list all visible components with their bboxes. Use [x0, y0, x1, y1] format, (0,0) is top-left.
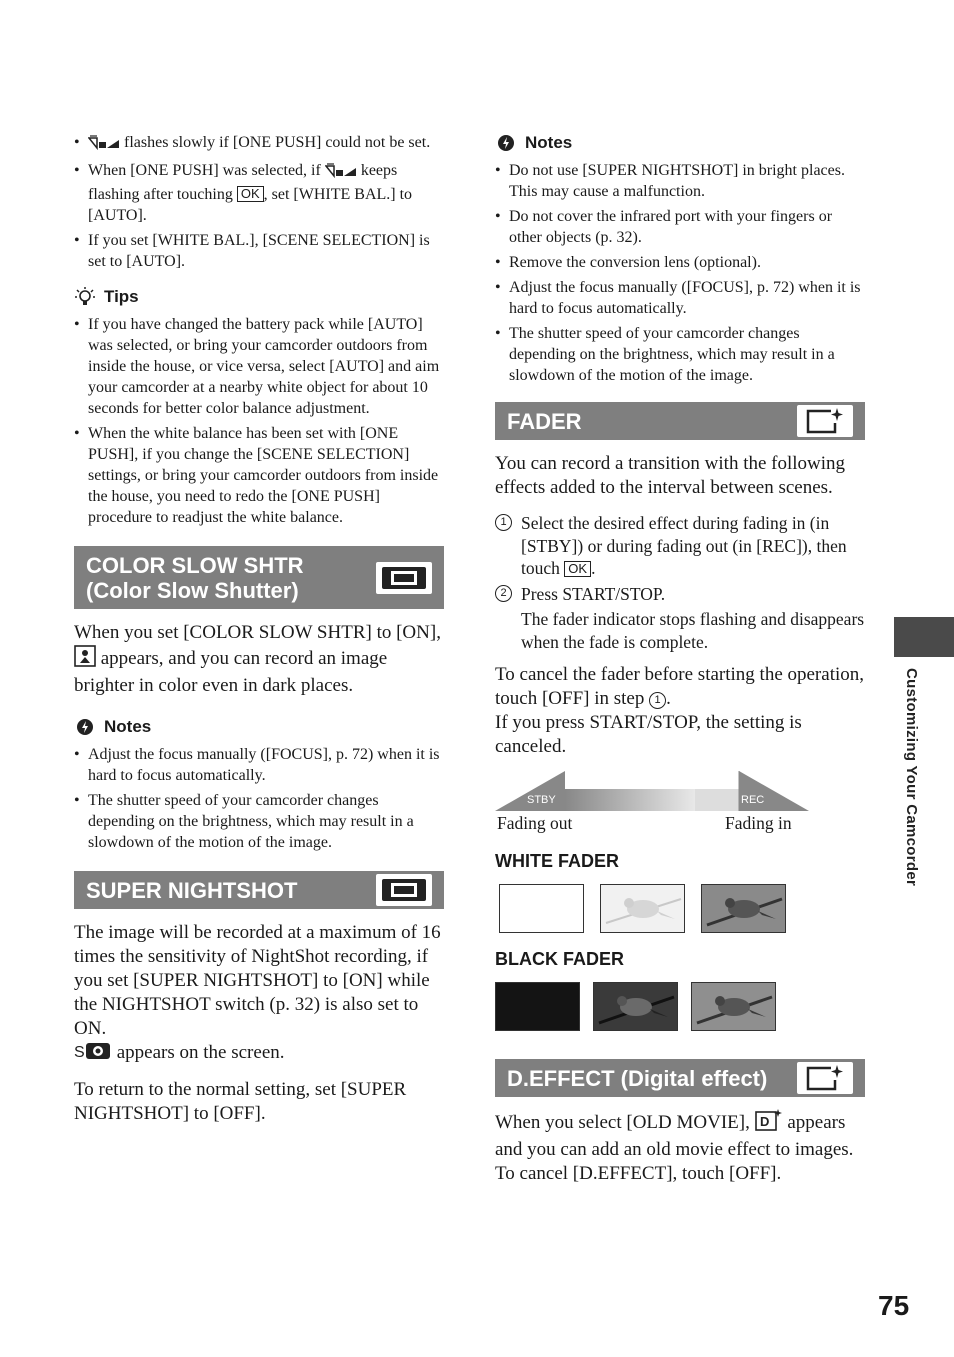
fader-cancel-2: If you press START/STOP, the setting is canceled. — [495, 712, 802, 757]
color-slow-body: When you set [COLOR SLOW SHTR] to [ON], appears, and you can record an image brighter in color even in dark places. — [74, 622, 441, 696]
fade-frame-bird — [701, 884, 786, 933]
list-item: • flashes slowly if [ONE PUSH] could not be set. — [74, 132, 444, 156]
chapter-tab — [894, 617, 954, 657]
lightbulb-icon — [74, 286, 96, 308]
sparkle-frame-icon — [797, 1062, 853, 1094]
notes-list — [495, 160, 865, 386]
list-item: • The shutter speed of your camcorder changes depending on the brightness, which may result in a slowdown of the motion of the image. — [495, 323, 865, 386]
section-header-super-nightshot: SUPER NIGHTSHOT — [74, 871, 444, 909]
fader-diagram — [495, 771, 809, 811]
list-item: • If you have changed the battery pack while [AUTO] was selected, or bring your camcorder outdoors from inside the house, or vice versa, select [AUTO] and aim your camcorder at a nearby white object for about 10 seconds for better color balance adjustment. — [74, 314, 444, 419]
notes-list — [74, 744, 444, 853]
fade-frame-white — [499, 884, 584, 933]
stby-label: STBY — [527, 794, 556, 806]
black-fader-heading: BLACK FADER — [495, 949, 624, 969]
list-item: • When [ONE PUSH] was selected, if keeps flashing after touching OK , set [WHITE BAL.] to [AUTO]. — [74, 160, 444, 226]
super-nightshot-body: The image will be recorded at a maximum of 16 times the sensitivity of NightShot recording, if you set [SUPER NIGHTSHOT] to [ON] while the NIGHTSHOT switch (p. 32) is also set to ON. — [74, 922, 441, 1039]
deffect-cancel: To cancel [D.EFFECT], touch [OFF]. — [495, 1163, 782, 1184]
color-slow-shutter-icon — [74, 645, 96, 674]
wb-bullets — [74, 132, 444, 272]
super-nightshot-icon-line: S appears on the screen. — [74, 1041, 444, 1068]
fading-out-label: Fading out — [497, 813, 573, 833]
section-header-color-slow: COLOR SLOW SHTR (Color Slow Shutter) — [74, 546, 444, 609]
step-2-note: The fader indicator stops flashing and disappears when the fade is complete. — [521, 609, 865, 652]
camera-mode-icon — [376, 562, 432, 594]
fading-in-label: Fading in — [725, 813, 792, 833]
step-number: 2 — [495, 585, 512, 602]
black-fader-thumbs — [495, 982, 865, 1031]
notes-icon — [74, 716, 96, 738]
list-item: • Adjust the focus manually ([FOCUS], p. 72) when it is hard to focus automatically. — [495, 277, 865, 319]
svg-text:D: D — [759, 1114, 769, 1129]
list-item: • The shutter speed of your camcorder changes depending on the brightness, which may result in a slowdown of the motion of the image. — [74, 790, 444, 853]
notes-icon — [495, 132, 517, 154]
tips-list — [74, 314, 444, 528]
right-column — [495, 132, 865, 1186]
fader-labels — [495, 811, 809, 837]
ok-button-glyph: OK — [237, 186, 264, 202]
super-nightshot-return: To return to the normal setting, set [SUPER NIGHTSHOT] to [OFF]. — [74, 1079, 407, 1124]
page-number: 75 — [878, 1290, 910, 1321]
tips-heading: Tips — [74, 286, 444, 308]
fader-cancel: To cancel the fader before starting the operation, touch [OFF] in step 1 . — [495, 664, 864, 709]
list-item: • Do not use [SUPER NIGHTSHOT] in bright places. This may cause a malfunction. — [495, 160, 865, 202]
notes-heading: Notes — [74, 716, 444, 738]
left-column — [74, 132, 444, 1126]
fade-frame-bird-dark — [593, 982, 678, 1031]
section-header-deffect: D.EFFECT (Digital effect) — [495, 1059, 865, 1097]
step-2: 2 Press START/STOP. — [495, 583, 865, 606]
rec-label: REC — [741, 794, 765, 806]
sparkle-frame-icon — [797, 405, 853, 437]
fade-frame-bird-light — [600, 884, 685, 933]
chapter-label: Customizing Your Camcorder — [903, 668, 920, 887]
section-header-fader: FADER — [495, 402, 865, 440]
step-number: 1 — [649, 692, 666, 709]
digital-effect-icon — [755, 1109, 783, 1138]
list-item: • Do not cover the infrared port with your fingers or other objects (p. 32). — [495, 206, 865, 248]
white-fader-thumbs — [499, 884, 865, 933]
deffect-body: When you select [OLD MOVIE], D appears and you can add an old movie effect to images. — [495, 1109, 865, 1162]
step-number: 1 — [495, 514, 512, 531]
fader-intro: You can record a transition with the following effects added to the interval between scenes. — [495, 453, 846, 498]
white-fader-heading: WHITE FADER — [495, 851, 619, 871]
super-nightshot-icon — [74, 1041, 112, 1068]
ok-button-glyph: OK — [564, 561, 591, 577]
fade-frame-black — [495, 982, 580, 1031]
fade-frame-bird — [691, 982, 776, 1031]
svg-text:S: S — [74, 1044, 85, 1061]
list-item: • Adjust the focus manually ([FOCUS], p. 72) when it is hard to focus automatically. — [74, 744, 444, 786]
notes-heading: Notes — [495, 132, 865, 154]
camera-mode-icon — [376, 874, 432, 906]
wb-onepush-icon — [88, 134, 120, 156]
step-1: 1 Select the desired effect during fading in (in [STBY]) or during fading out (in [REC]), then touch OK . — [495, 512, 865, 580]
list-item: • If you set [WHITE BAL.], [SCENE SELECTION] is set to [AUTO]. — [74, 230, 444, 272]
list-item: • Remove the conversion lens (optional). — [495, 252, 865, 273]
wb-onepush-icon — [325, 162, 357, 184]
list-item: • When the white balance has been set with [ONE PUSH], if you change the [SCENE SELECTION] settings, or bring your camcorder outdoors from inside the house, you need to redo the [ONE PUSH] procedure to readjust the white balance. — [74, 423, 444, 528]
